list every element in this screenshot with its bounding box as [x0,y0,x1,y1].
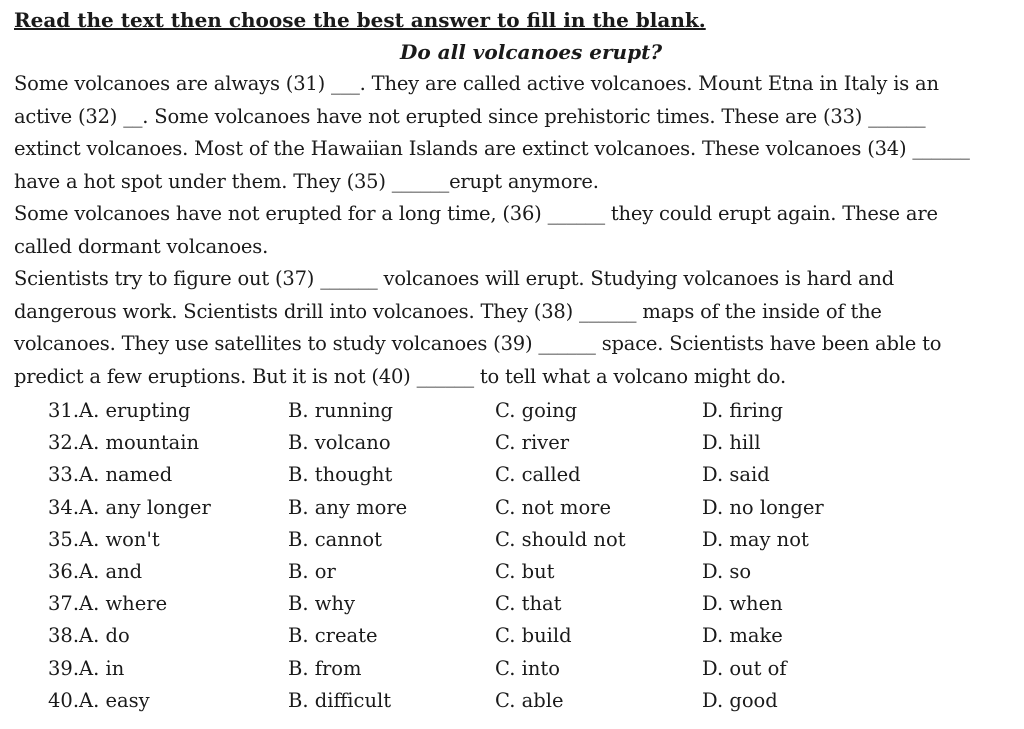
passage-line: have a hot spot under them. They (35) ______erupt anymore. [14,169,599,193]
option-a: 35.A. won't [48,527,160,551]
option-a: 39.A. in [48,656,125,680]
question-row [48,685,1008,717]
option-a: 36.A. and [48,559,143,583]
passage-line: called dormant volcanoes. [14,234,269,258]
answer-options [48,395,1008,717]
option-c: C. river [495,431,570,455]
passage-line: Scientists try to figure out (37) ______ volcanoes will erupt. Studying volcanoes is hard and [14,267,895,290]
option-c: C. build [495,624,572,648]
worksheet [14,4,1014,393]
option-c: C. that [495,592,562,616]
option-d: D. no longer [702,495,824,519]
option-b: B. create [288,624,378,648]
option-c: C. able [495,688,564,712]
option-c: C. not more [495,495,612,519]
option-d: D. out of [702,656,787,680]
option-c: C. going [495,399,578,422]
question-row [48,620,1008,652]
option-a: 34.A. any longer [48,495,211,519]
passage-title: Do all volcanoes erupt? [400,40,663,64]
option-d: D. make [702,624,783,648]
question-row [48,588,1008,620]
option-a: 33.A. named [48,463,173,487]
question-row [48,395,1008,427]
option-d: D. so [702,559,752,583]
question-row [48,524,1008,556]
passage-line: Some volcanoes are always (31) ___. They are called active volcanoes. Mount Etna in Italy is an [14,72,939,95]
option-b: B. cannot [288,527,382,551]
option-b: B. why [288,592,355,616]
question-row [48,653,1008,685]
option-c: C. called [495,463,581,487]
option-a: 31.A. erupting [48,399,191,422]
option-d: D. when [702,592,783,616]
option-b: B. running [288,399,394,422]
option-a: 32.A. mountain [48,431,200,455]
option-d: D. may not [702,527,809,551]
question-row [48,427,1008,459]
question-row [48,556,1008,588]
option-c: C. but [495,559,555,583]
option-d: D. said [702,463,770,487]
option-b: B. from [288,656,362,680]
option-b: B. thought [288,463,393,487]
passage [14,68,1014,393]
passage-line: active (32) __. Some volcanoes have not erupted since prehistoric times. These are (33) ______ [14,104,926,128]
option-d: D. firing [702,399,783,422]
option-a: 40.A. easy [48,688,150,712]
option-b: B. any more [288,495,408,519]
passage-line: extinct volcanoes. Most of the Hawaiian Islands are extinct volcanoes. These volcanoes (34) ______ [14,137,970,160]
option-a: 37.A. where [48,592,168,616]
passage-line: dangerous work. Scientists drill into volcanoes. They (38) ______ maps of the inside of the [14,299,882,323]
instruction-heading: Read the text then choose the best answer to fill in the blank. [14,8,706,32]
option-d: D. good [702,688,778,712]
option-a: 38.A. do [48,624,130,648]
option-b: B. or [288,559,336,583]
option-c: C. into [495,656,560,680]
question-row [48,492,1008,524]
option-c: C. should not [495,527,626,551]
passage-line: Some volcanoes have not erupted for a long time, (36) ______ they could erupt again. These are [14,202,938,225]
passage-line: predict a few eruptions. But it is not (40) ______ to tell what a volcano might do. [14,364,786,388]
question-row [48,459,1008,491]
option-d: D. hill [702,431,761,455]
option-b: B. difficult [288,688,392,712]
passage-line: volcanoes. They use satellites to study volcanoes (39) ______ space. Scientists have been able to [14,332,942,355]
option-b: B. volcano [288,431,391,455]
